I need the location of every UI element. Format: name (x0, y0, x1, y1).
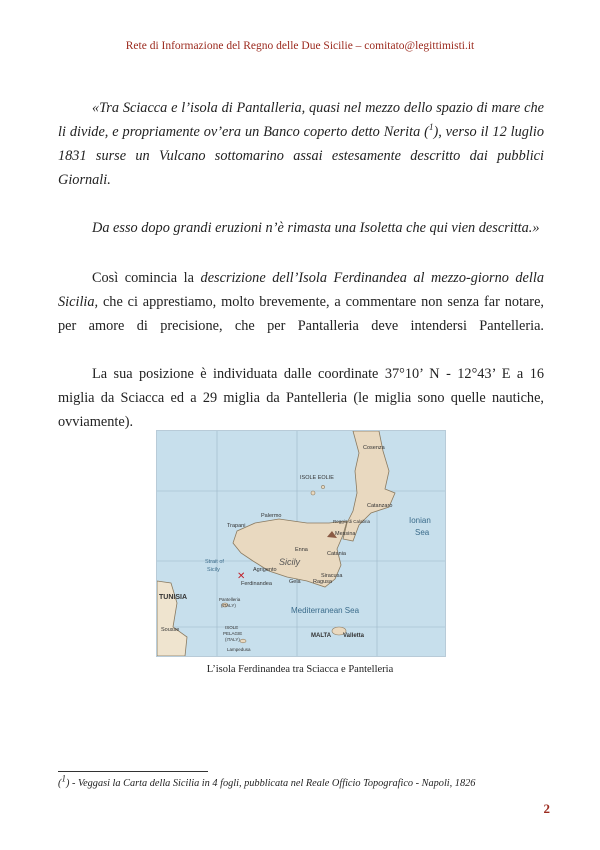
map-label: Catania (327, 551, 346, 557)
map-label: Catanzaro (367, 503, 393, 509)
footnote-text: ) - Veggasi la Carta della Sicilia in 4 fogli, pubblicata nel Reale Officio Topografico - Napoli, 1826 (65, 778, 476, 789)
page-number: 2 (543, 801, 550, 816)
map-label: Enna (295, 547, 308, 553)
map-label: Messina (335, 531, 356, 537)
book-title: descrizione dell’Isola Ferdinandea al mezzo-giorno della Sicilia, (58, 270, 544, 310)
map-label: Sea (415, 528, 430, 537)
quote-paragraph-1 (58, 96, 544, 216)
map-label: Lampedusa (227, 647, 251, 652)
body-paragraph-1 (58, 266, 544, 362)
map-label: Sicily (207, 567, 220, 573)
quotation (58, 96, 544, 240)
map-label: (ITALY) (221, 603, 236, 608)
map-label: PELAGIE (223, 631, 243, 636)
body-text-span: che ci apprestiamo, molto brevemente, a commentare non senza far notare, per amore di precisione, che per Pantalleria deve intendersi Pantelleria. (58, 294, 544, 334)
map-label: Siracusa (321, 573, 343, 579)
body-text-span: Così comincia la (92, 270, 201, 286)
map-label: Ragusa (313, 579, 332, 585)
quote-paragraph-2: Da esso dopo grandi eruzioni n’è rimasta una Isoletta che qui vien descritta.» (92, 220, 540, 236)
map-label: (ITALY) (225, 637, 240, 642)
footnote: ($^1$) - Veggasi la Carta della Sicilia in 4 fogli, pubblicata nel Reale Officio Topografico - Napoli, 1826 (58, 773, 476, 789)
map-label: Mediterranean Sea (291, 606, 360, 615)
quote-text: «Tra Sciacca e l’isola di Pantalleria, quasi nel mezzo dello spazio di mare che li divide, e propriamente ov’era un Banco coperto detto Nerita ( (58, 100, 544, 140)
map-label: Palermo (261, 513, 282, 519)
body-text (58, 266, 544, 434)
map-label: Agrigento (253, 567, 277, 573)
map-label: Reggio di Calabria (333, 519, 371, 524)
map-label: MALTA (311, 633, 332, 639)
footnote-divider (58, 771, 208, 772)
map-label: ISOLE (225, 625, 239, 630)
map-label: Ferdinandea (241, 581, 272, 587)
map-label: Sousse (161, 627, 180, 633)
ferdinandea-marker: ✕ (237, 571, 246, 582)
map-caption: L’isola Ferdinandea tra Sciacca e Pantelleria (206, 664, 394, 675)
map-label: Gela (289, 579, 301, 585)
map-label: TUNISIA (159, 594, 187, 601)
map-label: Strait of (205, 559, 224, 565)
map-label: Pantelleria (219, 597, 241, 602)
map-label: Trapani (227, 523, 246, 529)
page-header: Rete di Informazione del Regno delle Due Sicilie – comitato@legittimisti.it (125, 40, 475, 52)
quote-text: ), verso il 12 luglio 1831 surse un Vulcano sottomarino assai estesamente descritto dai pubblici Giornali. (58, 124, 545, 188)
footnote-number: 1 (61, 773, 66, 784)
map-label: Sicily (279, 557, 301, 567)
body-paragraph-2: La sua posizione è individuata dalle coordinate 37°10’ N - 12°43’ E a 16 miglia da Sciacca ed a 29 miglia da Pantelleria (le miglia sono quelle nautiche, ovviamente). (58, 366, 544, 430)
map-label: ISOLE EOLIE (300, 475, 334, 481)
map-label: Ionian (409, 516, 431, 525)
map-label: Cosenza (363, 445, 385, 451)
footnote-ref[interactable]: 1 (428, 122, 434, 133)
map-image (156, 430, 446, 657)
map-label: Valletta (343, 633, 365, 639)
